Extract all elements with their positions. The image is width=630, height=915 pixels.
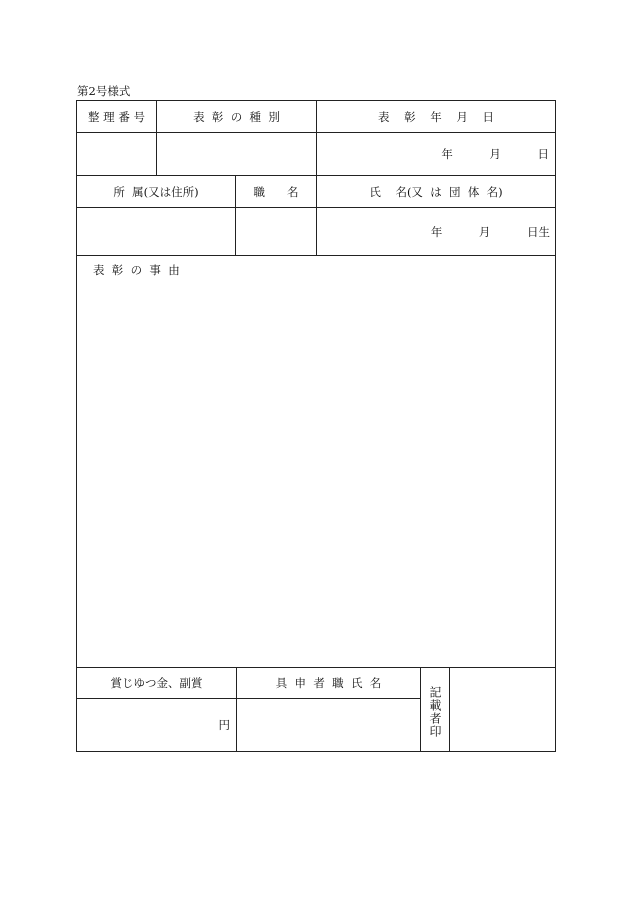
name-label: 氏 名(又 は 団 体 名) (369, 184, 503, 199)
reason-label: 表 彰 の 事 由 (93, 263, 180, 277)
applicant-label: 具 申 者 職 氏 名 (275, 676, 382, 690)
affiliation-label: 所 属(又は住所) (113, 184, 199, 199)
yen-label: 円 (218, 718, 230, 732)
seal-label: 記載者印 (428, 686, 442, 738)
divider-seal-box (449, 667, 450, 751)
prize-label: 賞じゆつ金、副賞 (110, 676, 203, 690)
commendation-form-table (76, 100, 556, 752)
form-number: 第2号様式 (77, 84, 131, 98)
award-date-format: 年 月 日 (441, 147, 549, 161)
birth-date-format: 年 月 日生 (430, 224, 550, 239)
award-date-label: 表 彰 年 月 日 (378, 109, 494, 124)
record-number-label: 整 理 番 号 (88, 109, 145, 124)
job-title-label: 職 名 (253, 184, 299, 199)
rule-after-person-row (77, 255, 555, 256)
divider-applicant-seal (420, 667, 421, 751)
award-type-label: 表 彰 の 種 別 (193, 109, 280, 124)
